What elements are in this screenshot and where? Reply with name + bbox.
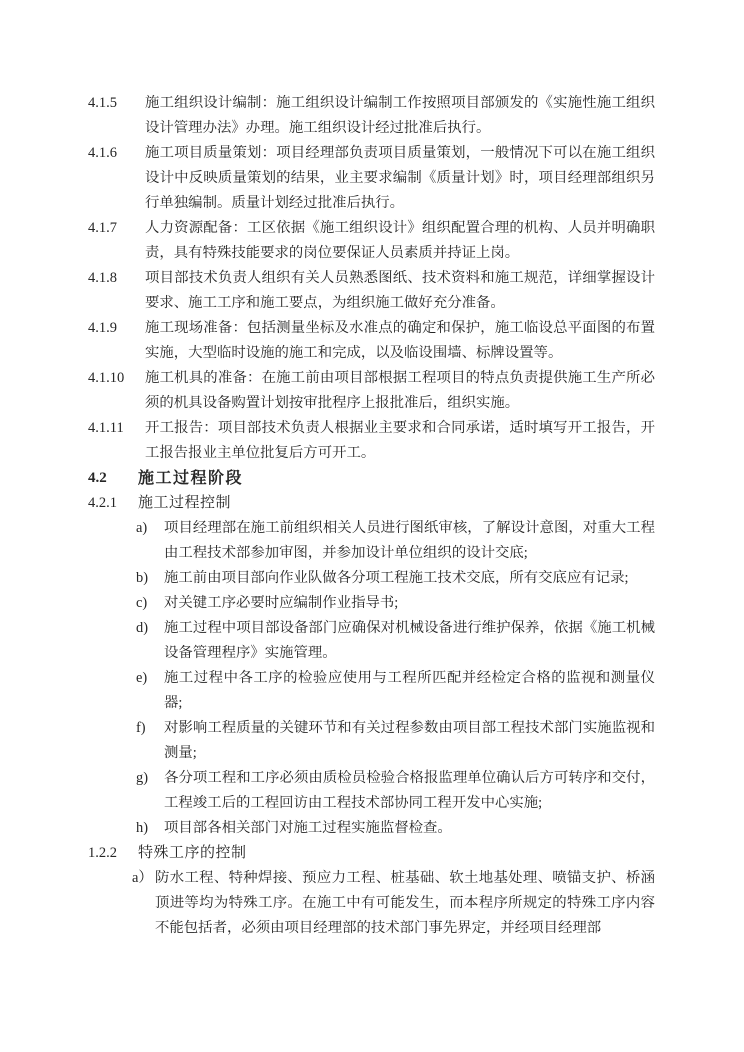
section-heading-4-2: [88, 466, 655, 491]
letter-label: e): [136, 670, 148, 686]
subsection-title: 特殊工序的控制: [138, 845, 247, 861]
numbered-item-4-1-5: [88, 91, 655, 141]
item-text: 施工机具的准备：在施工前由项目部根据工程项目的特点负责提供施工生产所必须的机具设备购置计划按审批程序上报批准后，组织实施。: [145, 370, 655, 411]
numbered-item-4-1-6: [88, 141, 655, 216]
numbered-item-4-1-8: [88, 266, 655, 316]
letter-text: 对影响工程质量的关键环节和有关过程参数由项目部工程技术部门实施监视和测量;: [164, 720, 655, 761]
lettered-item-c: [136, 591, 655, 616]
item-text: 人力资源配备：工区依据《施工组织设计》组织配置合理的机构、人员并明确职责，具有特殊技能要求的岗位要保证人员素质并持证上岗。: [145, 220, 655, 261]
item-number: 4.1.11: [88, 420, 124, 436]
numbered-item-4-1-9: [88, 316, 655, 366]
letter-label: a): [136, 520, 148, 536]
letter-label: g): [136, 770, 148, 786]
lettered-item-f: [136, 716, 655, 766]
item-text: 开工报告：项目部技术负责人根据业主要求和合同承诺，适时填写开工报告，开工报告报业主单位批复后方可开工。: [145, 420, 655, 461]
item-text: 施工组织设计编制：施工组织设计编制工作按照项目部颁发的《实施性施工组织设计管理办法》办理。施工组织设计经过批准后执行。: [145, 95, 655, 136]
lettered-item-a-special: [132, 866, 655, 941]
subsection-number: 4.2.1: [88, 495, 117, 511]
lettered-item-e: [136, 666, 655, 716]
item-number: 4.1.9: [88, 320, 117, 336]
letter-text: 各分项工程和工序必须由质检员检验合格报监理单位确认后方可转序和交付，工程竣工后的工程回访由工程技术部协同工程开发中心实施;: [164, 770, 655, 811]
letter-text: 项目经理部在施工前组织相关人员进行图纸审核，了解设计意图，对重大工程由工程技术部参加审图，并参加设计单位组织的设计交底;: [164, 520, 655, 561]
item-number: 4.1.10: [88, 370, 125, 386]
lettered-item-a: [136, 516, 655, 566]
letter-label: a）: [132, 870, 153, 886]
item-text: 施工现场准备：包括测量坐标及水准点的确定和保护，施工临设总平面图的布置实施，大型临时设施的施工和完成，以及临设围墙、标牌设置等。: [145, 320, 655, 361]
heading-title: 施工过程阶段: [138, 470, 244, 487]
item-number: 4.1.5: [88, 95, 117, 111]
letter-text: 对关键工序必要时应编制作业指导书;: [164, 595, 399, 611]
lettered-item-g: [136, 766, 655, 816]
letter-text: 项目部各相关部门对施工过程实施监督检查。: [164, 820, 452, 836]
letter-text: 防水工程、特种焊接、预应力工程、桩基础、软土地基处理、喷锚支护、桥涵顶进等均为特殊工序。在施工中有可能发生，而本程序所规定的特殊工序内容不能包括者，必须由项目经理部的技术部门事先界定，并经项目经理部: [155, 870, 655, 936]
heading-number: 4.2: [88, 470, 107, 486]
letter-label: h): [136, 820, 148, 836]
letter-text: 施工前由项目部向作业队做各分项工程施工技术交底，所有交底应有记录;: [164, 570, 629, 586]
subsection-1-2-2: [88, 841, 655, 866]
letter-label: f): [136, 720, 146, 736]
letter-label: b): [136, 570, 148, 586]
numbered-item-4-1-10: [88, 366, 655, 416]
item-text: 项目部技术负责人组织有关人员熟悉图纸、技术资料和施工规范，详细掌握设计要求、施工工序和施工要点，为组织施工做好充分准备。: [145, 270, 655, 311]
letter-text: 施工过程中各工序的检验应使用与工程所匹配并经检定合格的监视和测量仪器;: [164, 670, 655, 711]
numbered-item-4-1-7: [88, 216, 655, 266]
letter-label: d): [136, 620, 148, 636]
subsection-number: 1.2.2: [88, 845, 117, 861]
subsection-title: 施工过程控制: [138, 495, 232, 511]
item-number: 4.1.8: [88, 270, 117, 286]
item-number: 4.1.6: [88, 145, 117, 161]
lettered-item-h: [136, 816, 655, 841]
letter-label: c): [136, 595, 148, 611]
item-number: 4.1.7: [88, 220, 117, 236]
letter-text: 施工过程中项目部设备部门应确保对机械设备进行维护保养，依据《施工机械设备管理程序》实施管理。: [164, 620, 655, 661]
subsection-4-2-1: [88, 491, 655, 516]
lettered-item-d: [136, 616, 655, 666]
numbered-item-4-1-11: [88, 416, 655, 466]
lettered-item-b: [136, 566, 655, 591]
item-text: 施工项目质量策划：项目经理部负责项目质量策划，一般情况下可以在施工组织设计中反映质量策划的结果，业主要求编制《质量计划》时，项目经理部组织另行单独编制。质量计划经过批准后执行。: [145, 145, 655, 211]
